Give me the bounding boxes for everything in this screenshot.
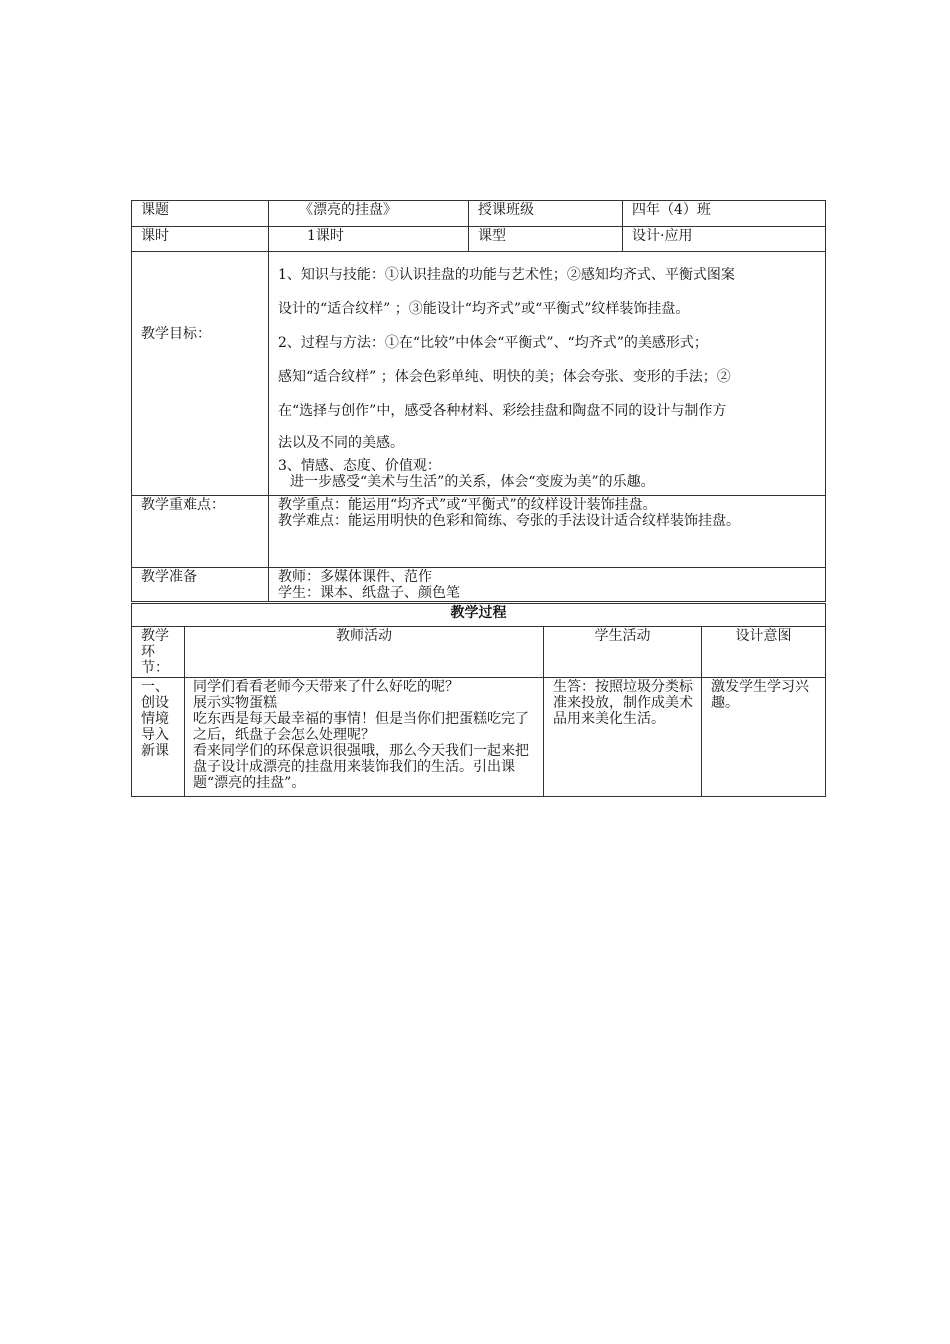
objective-line: 在“选择与创作”中，感受各种材料、彩绘挂盘和陶盘不同的设计与制作方 [278, 403, 727, 419]
teacher-line: 吃东西是每天最幸福的事情！但是当你们把蛋糕吃完了之后，纸盘子会怎么处理呢？ [193, 711, 529, 743]
period-value: 1课时 [269, 227, 469, 252]
design-intent-cell: 激发学生学习兴趣。 [702, 678, 826, 797]
design-intent-header: 设计意图 [702, 627, 826, 678]
type-label: 课型 [469, 227, 623, 252]
class-value: 四年（4）班 [623, 201, 826, 227]
teacher-line: 展示实物蛋糕 [193, 695, 277, 711]
teacher-line: 同学们看看老师今天带来了什么好吃的呢？ [193, 679, 459, 695]
objectives-cell [269, 252, 826, 496]
table-row [132, 678, 826, 797]
subject-value: 《漂亮的挂盘》 [269, 201, 469, 227]
objective-line: 2、过程与方法：①在“比较”中体会“平衡式”、“均齐式”的美感形式； [278, 335, 708, 351]
preparation-label: 教学准备 [132, 568, 269, 602]
teacher-line: 看来同学们的环保意识很强哦，那么今天我们一起来把盘子设计成漂亮的挂盘用来装饰我们的生活。引出课题“漂亮的挂盘”。 [193, 743, 529, 791]
preparation-cell [269, 568, 826, 602]
objectives-label: 教学目标： [132, 252, 269, 496]
stage-header: 教学环节： [132, 627, 185, 678]
preparation-line: 教师：多媒体课件、范作 [278, 569, 432, 585]
lesson-info-table [131, 200, 825, 602]
subject-label: 课题 [132, 201, 269, 227]
key-points-cell [269, 496, 826, 568]
class-label: 授课班级 [469, 201, 623, 227]
teacher-activity-header: 教师活动 [185, 627, 544, 678]
objective-line: 法以及不同的美感。 [278, 435, 404, 451]
table-row [132, 252, 826, 496]
key-point-line: 教学重点：能运用“均齐式”或“平衡式”的纹样设计装饰挂盘。 [278, 497, 657, 513]
table-header-row [132, 627, 826, 678]
table-row [132, 201, 826, 227]
table-row [132, 604, 826, 627]
table-row [132, 496, 826, 568]
teaching-process-table [131, 603, 825, 797]
objective-line: 设计的“适合纹样” ；③能设计“均齐式”或“平衡式”纹样装饰挂盘。 [278, 301, 690, 317]
objective-line: 1、知识与技能：①认识挂盘的功能与艺术性；②感知均齐式、平衡式图案 [278, 267, 735, 283]
type-value: 设计·应用 [623, 227, 826, 252]
objective-line: 感知“适合纹样” ；体会色彩单纯、明快的美；体会夸张、变形的手法；② [278, 369, 731, 385]
stage-cell: 一、创设情境导入新课 [132, 678, 185, 797]
period-label: 课时 [132, 227, 269, 252]
key-points-label: 教学重难点： [132, 496, 269, 568]
preparation-line: 学生：课本、纸盘子、颜色笔 [278, 585, 460, 601]
teacher-activity-cell [185, 678, 544, 797]
table-row [132, 227, 826, 252]
objective-line: 进一步感受“美术与生活”的关系，体会“变废为美”的乐趣。 [290, 474, 655, 490]
table-row [132, 568, 826, 602]
process-title: 教学过程 [132, 604, 826, 627]
key-point-line: 教学难点：能运用明快的色彩和简练、夸张的手法设计适合纹样装饰挂盘。 [278, 513, 740, 529]
student-activity-header: 学生活动 [544, 627, 702, 678]
objective-line: 3、情感、态度、价值观： [278, 458, 441, 474]
student-activity-cell: 生答：按照垃圾分类标准来投放，制作成美术品用来美化生活。 [544, 678, 702, 797]
